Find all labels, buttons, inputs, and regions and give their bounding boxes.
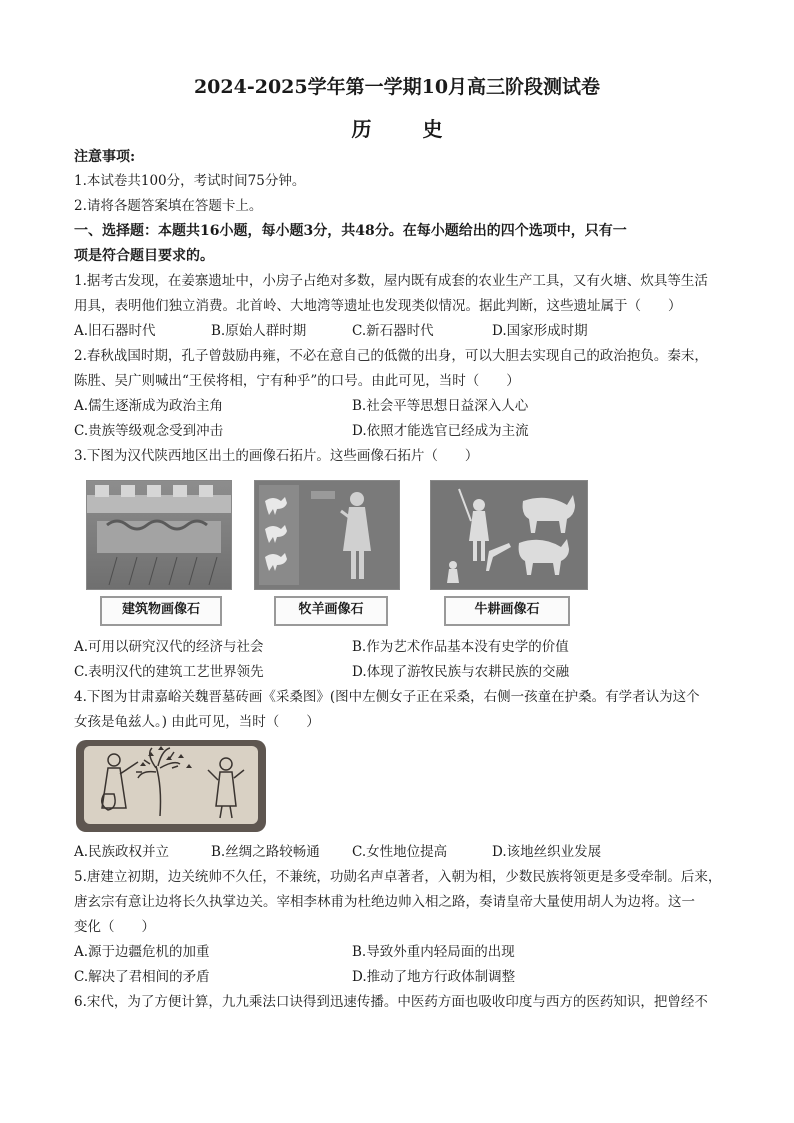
question-6-stem: 6.宋代，为了方便计算，九九乘法口诀得到迅速传播。中医药方面也吸收印度与西方的医药知识，把曾经不 [74, 994, 708, 1010]
question-5-stem: 唐玄宗有意让边将长久执掌边关。宰相李林甫为杜绝边帅入相之路，奏请皇帝大量使用胡人为边将。这一 [74, 894, 695, 910]
building-relief-image [86, 480, 232, 590]
note-item: 2.请将各题答案填在答题卡上。 [74, 198, 263, 214]
question-3-stem: 3.下图为汉代陕西地区出土的画像石拓片。这些画像石拓片（ ） [74, 448, 479, 464]
question-2-stem: 2.春秋战国时期，孔子曾鼓励冉雍，不必在意自己的低微的出身，可以大胆去实现自己的政治抱负。秦末， [74, 348, 708, 364]
q5-option-d[interactable]: D.推动了地方行政体制调整 [352, 969, 516, 985]
building-relief-caption: 建筑物画像石 [100, 596, 222, 626]
q1-option-d[interactable]: D.国家形成时期 [492, 323, 588, 339]
q3-option-c[interactable]: C.表明汉代的建筑工艺世界领先 [74, 664, 264, 680]
note-item: 1.本试卷共100分，考试时间75分钟。 [74, 173, 306, 189]
q2-option-a[interactable]: A.儒生逐渐成为政治主角 [74, 398, 224, 414]
q3-option-d[interactable]: D.体现了游牧民族与农耕民族的交融 [352, 664, 570, 680]
q5-option-c[interactable]: C.解决了君相间的矛盾 [74, 969, 210, 985]
section-intro: 项是符合题目要求的。 [74, 248, 214, 264]
q4-option-b[interactable]: B.丝绸之路较畅通 [211, 844, 320, 860]
ox-plowing-relief-caption: 牛耕画像石 [444, 596, 570, 626]
question-4-stem: 女孩是龟兹人。) 由此可见，当时（ ） [74, 714, 320, 730]
question-4-stem: 4.下图为甘肃嘉峪关魏晋墓砖画《采桑图》(图中左侧女子正在采桑，右侧一孩童在护桑。有学者认为这个 [74, 689, 700, 705]
exam-title: 2024-2025学年第一学期10月高三阶段测试卷 [193, 76, 601, 98]
q1-option-a[interactable]: A.旧石器时代 [74, 323, 156, 339]
q2-option-c[interactable]: C.贵族等级观念受到冲击 [74, 423, 224, 439]
question-2-stem: 陈胜、吴广则喊出“王侯将相，宁有种乎”的口号。由此可见，当时（ ） [74, 373, 520, 389]
q2-option-d[interactable]: D.依照才能选官已经成为主流 [352, 423, 529, 439]
q3-option-b[interactable]: B.作为艺术作品基本没有史学的价值 [352, 639, 569, 655]
q4-option-c[interactable]: C.女性地位提高 [352, 844, 448, 860]
question-5-stem: 5.唐建立初期，边关统帅不久任，不兼统，功勋名声卓著者，入朝为相，少数民族将领更是多受牵制。后来， [74, 869, 722, 885]
question-5-stem: 变化（ ） [74, 919, 155, 935]
notes-heading: 注意事项: [74, 149, 136, 165]
q2-option-b[interactable]: B.社会平等思想日益深入人心 [352, 398, 529, 414]
ox-plowing-relief-image [430, 480, 588, 590]
herding-relief-image [254, 480, 400, 590]
mulberry-picking-painting [74, 738, 268, 834]
q4-option-d[interactable]: D.该地丝织业发展 [492, 844, 602, 860]
question-1-stem: 1.据考古发现，在姜寨遗址中，小房子占绝对多数，屋内既有成套的农业生产工具，又有火塘、炊具等生活 [74, 273, 708, 289]
question-1-stem: 用具，表明他们独立消费。北首岭、大地湾等遗址也发现类似情况。据此判断，这些遗址属于（ ） [74, 298, 682, 314]
herding-relief-caption: 牧羊画像石 [274, 596, 388, 626]
q5-option-a[interactable]: A.源于边疆危机的加重 [74, 944, 210, 960]
q5-option-b[interactable]: B.导致外重内轻局面的出现 [352, 944, 515, 960]
q3-option-a[interactable]: A.可用以研究汉代的经济与社会 [74, 639, 264, 655]
q1-option-c[interactable]: C.新石器时代 [352, 323, 434, 339]
q1-option-b[interactable]: B.原始人群时期 [211, 323, 307, 339]
subject-title: 历 史 [351, 117, 465, 141]
section-intro: 一、选择题：本题共16小题，每小题3分，共48分。在每小题给出的四个选项中，只有一 [74, 223, 627, 239]
q4-option-a[interactable]: A.民族政权并立 [74, 844, 170, 860]
